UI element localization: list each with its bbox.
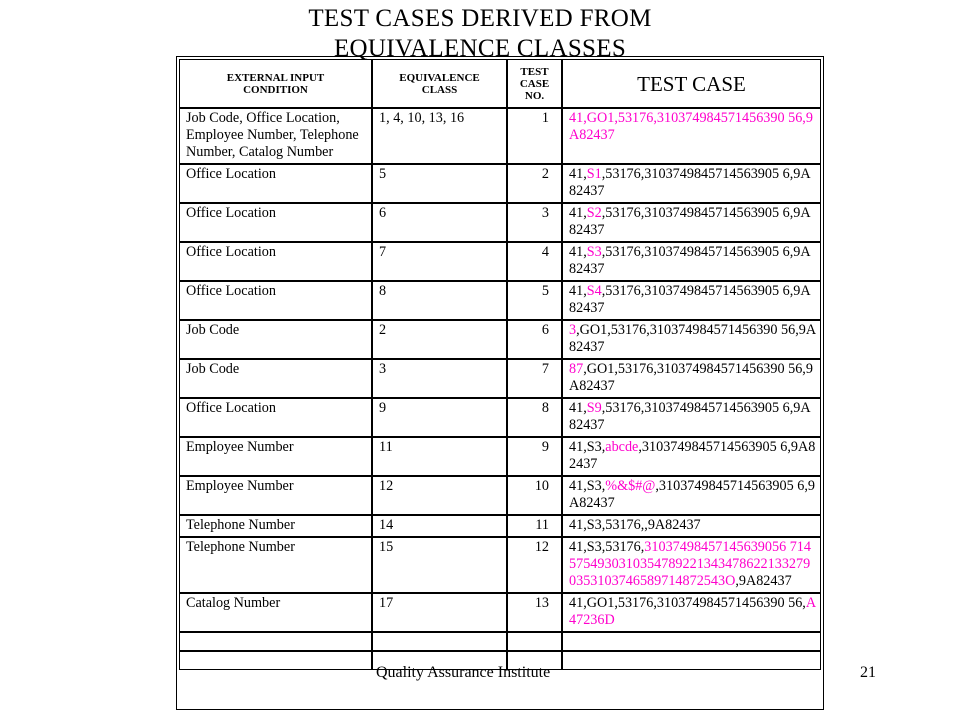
table-row <box>179 398 821 437</box>
header-condition <box>179 59 372 108</box>
cell-test-case <box>562 476 821 515</box>
cell-condition <box>179 320 372 359</box>
cell-case-no-text: 3 <box>541 205 549 221</box>
test-case-highlight: abcde <box>605 439 639 455</box>
cell-condition-text: Telephone Number <box>186 517 295 533</box>
cell-condition-text: Employee Number <box>186 478 294 494</box>
cell-class-text: 15 <box>379 539 394 555</box>
table-row <box>179 476 821 515</box>
cell-case-no-text: 2 <box>541 166 549 182</box>
cell-case-no-text: 5 <box>541 283 549 299</box>
cell-class-text: 5 <box>379 166 387 182</box>
cell-case-no <box>507 203 562 242</box>
test-case-text: 41,GO1,53176,310374984571456390 56, <box>569 595 806 611</box>
cell-case-no-text: 13 <box>534 595 549 611</box>
cell-class <box>372 281 507 320</box>
cell-case-no <box>507 320 562 359</box>
cell-class <box>372 593 507 632</box>
cell-case-no-text: 10 <box>534 478 549 494</box>
test-case-text: ,GO1,53176,310374984571456390 56,9A82437 <box>569 361 813 394</box>
cell-condition-text: Office Location <box>186 205 276 221</box>
cell-case-no <box>507 242 562 281</box>
test-case-highlight: A47236D <box>569 595 817 628</box>
test-case-text: ,53176,3103749845714563905 6,9A82437 <box>569 205 811 238</box>
cell-condition <box>179 359 372 398</box>
cell-case-no <box>507 398 562 437</box>
table-row <box>179 203 821 242</box>
test-case-value <box>563 321 820 358</box>
test-case-text: ,53176,3103749845714563905 6,9A82437 <box>569 166 811 199</box>
cell-condition-text: Office Location <box>186 400 276 416</box>
test-case-highlight: 3 <box>569 322 577 338</box>
test-case-highlight: S3 <box>586 244 602 260</box>
header-test-case: TEST CASE <box>562 59 821 108</box>
header-class-line2: CLASS <box>421 83 458 96</box>
test-case-text: 41, <box>569 166 587 182</box>
cell-case-no-text: 12 <box>534 539 549 555</box>
cell-case-no <box>507 359 562 398</box>
cell-class-text: 9 <box>379 400 387 416</box>
test-case-text: 41,S3,53176, <box>569 539 645 555</box>
cell-class <box>372 164 507 203</box>
table-row <box>179 281 821 320</box>
test-case-highlight: S4 <box>586 283 602 299</box>
cell-condition <box>179 593 372 632</box>
cell-class <box>372 476 507 515</box>
cell-class-text: 2 <box>379 322 387 338</box>
cell-condition-text: Office Location <box>186 283 276 299</box>
cell-class-text: 1, 4, 10, 13, 16 <box>379 110 465 126</box>
cell-case-no-text: 9 <box>541 439 549 455</box>
header-case-no-line1: TEST <box>520 65 549 78</box>
test-case-value <box>563 109 820 146</box>
test-case-text: 41, <box>569 205 587 221</box>
cell-condition <box>179 164 372 203</box>
table-body <box>179 108 821 670</box>
cell-condition <box>179 476 372 515</box>
test-case-highlight: S2 <box>586 205 602 221</box>
cell-class-text: 11 <box>379 439 393 455</box>
cell-test-case <box>562 203 821 242</box>
cell-class-text: 12 <box>379 478 394 494</box>
cell-class <box>372 108 507 164</box>
cell-empty <box>179 632 372 651</box>
cell-condition-text: Employee Number <box>186 439 294 455</box>
cell-class <box>372 398 507 437</box>
cell-condition <box>179 537 372 593</box>
cell-condition-text: Office Location <box>186 244 276 260</box>
test-case-text: 41,S3, <box>569 478 606 494</box>
cell-class <box>372 537 507 593</box>
cell-class <box>372 515 507 537</box>
test-case-text: ,9A82437 <box>735 573 792 589</box>
table-row <box>179 593 821 632</box>
test-case-text: 41, <box>569 244 587 260</box>
page-number: 21 <box>860 664 876 681</box>
table-row <box>179 359 821 398</box>
cell-case-no <box>507 108 562 164</box>
test-case-text: 41, <box>569 400 587 416</box>
test-case-highlight: 87 <box>569 361 584 377</box>
header-condition-line1: EXTERNAL INPUT <box>226 71 325 84</box>
test-case-text: 41,S3, <box>569 439 606 455</box>
cell-class-text: 8 <box>379 283 387 299</box>
test-case-value <box>563 477 820 514</box>
test-case-value <box>563 399 820 436</box>
table-row <box>179 108 821 164</box>
test-case-highlight: S9 <box>586 400 602 416</box>
test-case-value <box>563 360 820 397</box>
test-case-value <box>563 438 820 475</box>
cell-case-no-text: 4 <box>541 244 549 260</box>
cell-class-text: 14 <box>379 517 394 533</box>
header-case-no-line2: CASE <box>519 77 550 90</box>
cell-case-no <box>507 515 562 537</box>
test-case-value <box>563 282 820 319</box>
test-case-value <box>563 204 820 241</box>
cell-class-text: 17 <box>379 595 394 611</box>
cell-case-no <box>507 164 562 203</box>
header-case-no-line3: NO. <box>524 89 545 102</box>
slide-title <box>0 4 960 64</box>
table-row <box>179 537 821 593</box>
cell-condition-text: Job Code, Office Location, Employee Number, Telephone Number, Catalog Number <box>186 110 359 160</box>
cell-test-case <box>562 164 821 203</box>
test-case-highlight: 31037498457145639056 71457549303103547892213434786221332790353103746589714872543O <box>569 539 811 589</box>
test-case-text: ,3103749845714563905 6,9A82437 <box>569 478 815 511</box>
cell-condition <box>179 242 372 281</box>
test-case-value <box>563 165 820 202</box>
cell-empty <box>372 632 507 651</box>
header-case-no <box>507 59 562 108</box>
test-case-value <box>563 594 820 631</box>
cell-empty <box>562 632 821 651</box>
cell-case-no <box>507 593 562 632</box>
cell-class-text: 3 <box>379 361 387 377</box>
cell-test-case <box>562 515 821 537</box>
cell-test-case <box>562 593 821 632</box>
cell-condition-text: Job Code <box>186 361 240 377</box>
cell-case-no <box>507 476 562 515</box>
cell-test-case <box>562 437 821 476</box>
cell-condition-text: Catalog Number <box>186 595 281 611</box>
cell-empty <box>507 632 562 651</box>
cell-condition <box>179 515 372 537</box>
cell-test-case <box>562 398 821 437</box>
cell-test-case <box>562 320 821 359</box>
cell-class-text: 7 <box>379 244 387 260</box>
test-case-value <box>563 538 820 592</box>
cell-case-no <box>507 281 562 320</box>
cell-case-no-text: 8 <box>541 400 549 416</box>
cell-condition <box>179 108 372 164</box>
cell-case-no-text: 6 <box>541 322 549 338</box>
cell-class <box>372 242 507 281</box>
cell-class <box>372 359 507 398</box>
test-case-value <box>563 243 820 280</box>
header-condition-line2: CONDITION <box>243 83 308 96</box>
cell-condition-text: Job Code <box>186 322 240 338</box>
slide-title-line2: EQUIVALENCE CLASSES <box>333 35 627 62</box>
cell-test-case <box>562 108 821 164</box>
footer-institute: Quality Assurance Institute <box>376 664 551 681</box>
slide-title-line1: TEST CASES DERIVED FROM <box>308 5 652 32</box>
test-case-table-frame <box>176 56 824 710</box>
cell-empty <box>562 651 821 670</box>
test-case-text: ,53176,3103749845714563905 6,9A82437 <box>569 283 811 316</box>
test-case-text: ,53176,3103749845714563905 6,9A82437 <box>569 400 811 433</box>
cell-class-text: 6 <box>379 205 387 221</box>
cell-empty <box>179 651 372 670</box>
test-case-value <box>563 516 820 536</box>
table-row <box>179 320 821 359</box>
cell-condition-text: Office Location <box>186 166 276 182</box>
test-case-highlight: S1 <box>586 166 602 182</box>
cell-case-no-text: 1 <box>541 110 549 126</box>
cell-class <box>372 437 507 476</box>
cell-case-no <box>507 537 562 593</box>
cell-test-case <box>562 281 821 320</box>
table-header-row <box>179 59 821 108</box>
cell-test-case <box>562 537 821 593</box>
cell-condition <box>179 398 372 437</box>
test-case-text: 41, <box>569 283 587 299</box>
cell-condition <box>179 437 372 476</box>
cell-class <box>372 320 507 359</box>
cell-condition <box>179 281 372 320</box>
table-row <box>179 515 821 537</box>
cell-case-no-text: 7 <box>541 361 549 377</box>
test-case-text: 41,S3,53176,,9A82437 <box>569 517 701 533</box>
test-case-text: ,53176,3103749845714563905 6,9A82437 <box>569 244 811 277</box>
test-case-text: ,GO1,53176,310374984571456390 56,9A82437 <box>569 322 817 355</box>
cell-class <box>372 203 507 242</box>
test-case-text: ,3103749845714563905 6,9A82437 <box>569 439 816 472</box>
test-case-highlight: %&$#@ <box>605 478 656 494</box>
test-case-table <box>179 59 821 670</box>
header-class <box>372 59 507 108</box>
cell-case-no-text: 11 <box>535 517 549 533</box>
table-row <box>179 164 821 203</box>
header-class-line1: EQUIVALENCE <box>399 71 480 84</box>
cell-test-case <box>562 359 821 398</box>
table-row <box>179 437 821 476</box>
cell-test-case <box>562 242 821 281</box>
table-row-empty <box>179 632 821 651</box>
cell-condition <box>179 203 372 242</box>
test-case-highlight: 41,GO1,53176,310374984571456390 56,9A82437 <box>569 110 813 143</box>
cell-condition-text: Telephone Number <box>186 539 295 555</box>
table-row <box>179 242 821 281</box>
cell-case-no <box>507 437 562 476</box>
